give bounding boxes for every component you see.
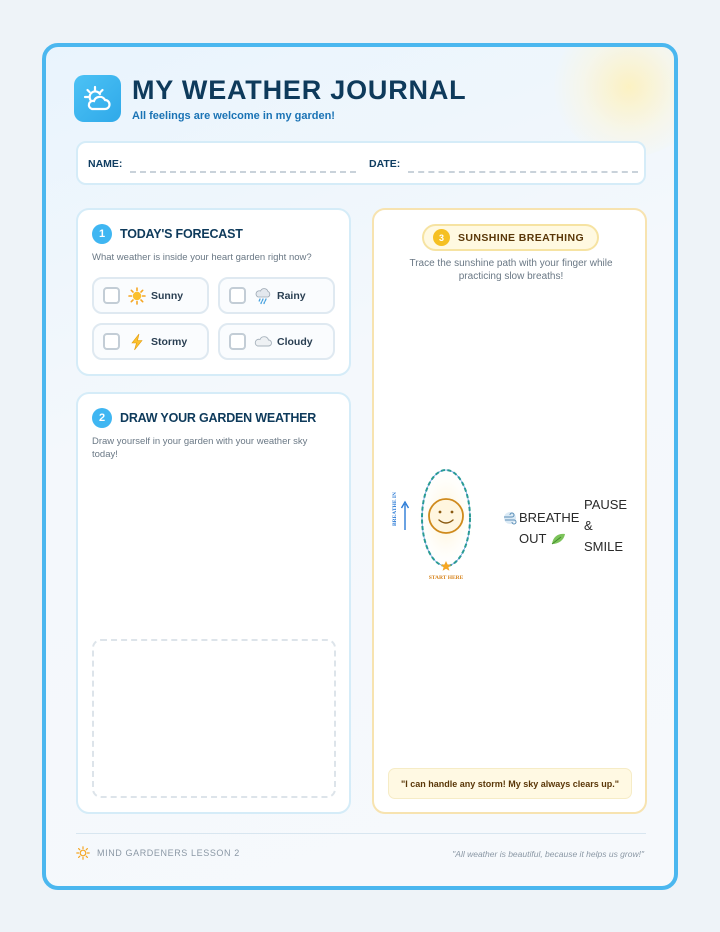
forecast-title: TODAY'S FORECAST (120, 227, 243, 241)
option-label: Cloudy (277, 335, 313, 348)
pause-line1: PAUSE (584, 497, 628, 512)
date-field[interactable] (408, 171, 638, 173)
breathe-in-label: BREATHE IN (392, 492, 398, 526)
sunshine-breathing-card (372, 208, 647, 814)
option-label: Rainy (277, 289, 306, 302)
footer-quote: "All weather is beautiful, because it helps us grow!" (452, 849, 644, 859)
forecast-description: What weather is inside your heart garden right now? (92, 252, 312, 263)
sun-icon (128, 287, 146, 305)
option-rainy[interactable] (218, 277, 335, 314)
pause-smile-text (584, 494, 627, 557)
checkbox[interactable] (229, 333, 246, 350)
lesson-label: MIND GARDENERS LESSON 2 (97, 848, 240, 858)
footer-divider (76, 833, 646, 834)
smiling-sun-icon (429, 499, 463, 533)
garden-description: Draw yourself in your garden with your weather sky today! (92, 436, 308, 460)
draw-garden-card (76, 392, 351, 814)
sunshine-title: SUNSHINE BREATHING (458, 231, 585, 244)
sun-icon (76, 846, 90, 860)
page-title: MY WEATHER JOURNAL (132, 75, 467, 105)
option-cloudy[interactable] (218, 323, 335, 360)
option-label: Stormy (151, 335, 188, 348)
cloud-icon (254, 333, 272, 351)
option-sunny[interactable] (92, 277, 209, 314)
breathing-path-diagram[interactable] (382, 460, 522, 590)
start-here-label: START HERE (428, 575, 464, 581)
option-label: Sunny (151, 289, 184, 302)
sun-glow (554, 43, 678, 157)
affirmation-quote: "I can handle any storm! My sky always clears up." (388, 768, 632, 799)
option-stormy[interactable] (92, 323, 209, 360)
breathe-out-line2: OUT (519, 531, 547, 546)
breathe-out-line1: BREATHE (519, 510, 580, 525)
rain-cloud-icon (254, 287, 272, 305)
forecast-card (76, 208, 351, 376)
date-label: DATE: (369, 158, 401, 170)
drawing-area[interactable] (92, 639, 336, 798)
sun-cloud-icon (74, 75, 121, 122)
up-arrow-icon (402, 502, 409, 530)
leaf-icon (550, 532, 566, 546)
lightning-icon (128, 333, 146, 351)
step-badge: 3 (433, 229, 450, 246)
pause-line2: & (584, 518, 593, 533)
checkbox[interactable] (103, 333, 120, 350)
worksheet-page (42, 43, 678, 890)
name-label: NAME: (88, 158, 123, 170)
pause-line3: SMILE (584, 539, 624, 554)
step-badge: 2 (92, 408, 112, 428)
breathe-out-text (519, 507, 579, 549)
page-subtitle: All feelings are welcome in my garden! (132, 110, 335, 122)
sunshine-description: Trace the sunshine path with your finger while practicing slow breaths! (409, 258, 613, 282)
sunshine-breathing-header (422, 224, 599, 251)
footer-lesson (76, 846, 240, 860)
garden-title: DRAW YOUR GARDEN WEATHER (120, 411, 317, 425)
step-badge: 1 (92, 224, 112, 244)
name-field[interactable] (130, 171, 356, 173)
checkbox[interactable] (229, 287, 246, 304)
name-date-bar (76, 141, 646, 185)
checkbox[interactable] (103, 287, 120, 304)
wind-icon (504, 512, 516, 524)
